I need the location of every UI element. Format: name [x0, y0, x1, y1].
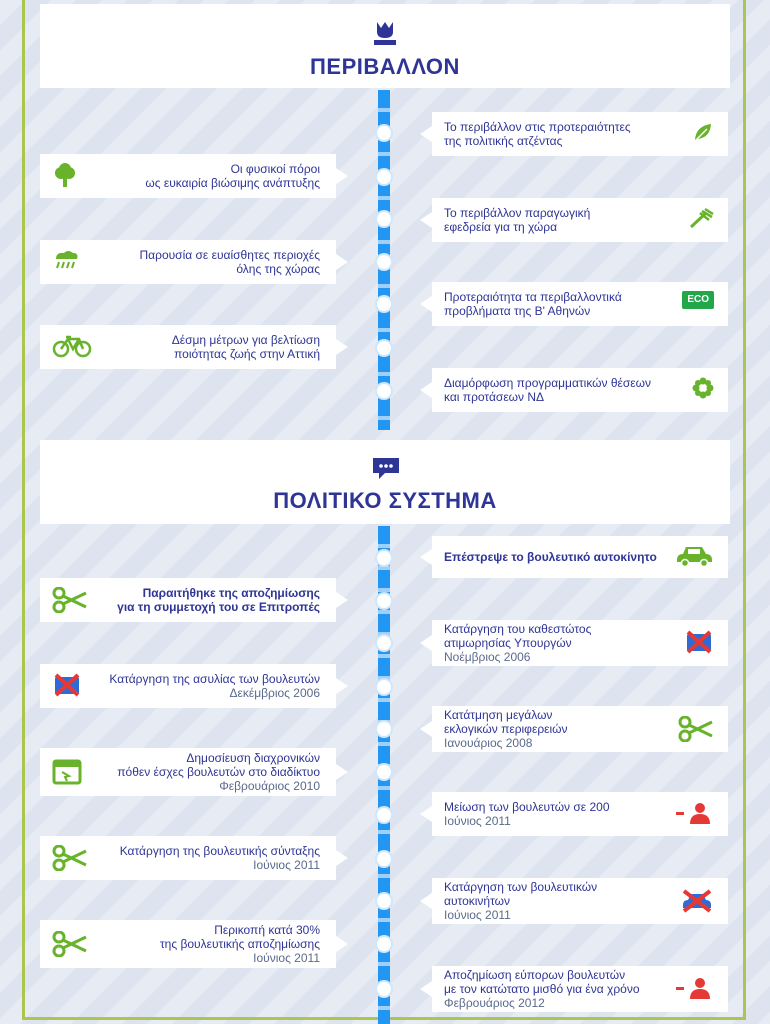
politics-header — [40, 440, 730, 524]
card-line: και προτάσεων ΝΔ — [444, 390, 545, 404]
card-line: Κατάργηση του καθεστώτος — [444, 622, 592, 636]
card-date: Ιούνιος 2011 — [253, 858, 320, 872]
timeline-dot — [377, 722, 391, 736]
card-text — [444, 550, 657, 564]
card-date: Ιούνιος 2011 — [444, 908, 511, 922]
timeline-dot — [377, 341, 391, 355]
timeline-dot — [377, 765, 391, 779]
card-line: ατιμωρησίας Υπουργών — [444, 636, 572, 650]
card-line: για τη συμμετοχή του σε Επιτροπές — [117, 600, 320, 614]
scissors-icon — [52, 587, 88, 616]
minus-person-icon — [674, 976, 714, 1003]
flower-icon — [692, 377, 714, 402]
card-line: Κατάτμηση μεγάλων — [444, 708, 553, 722]
timeline-dot — [377, 982, 391, 996]
car-icon — [674, 544, 714, 571]
card-text — [444, 376, 651, 404]
browser-icon — [52, 759, 82, 788]
card-line: εκλογικών περιφερειών — [444, 722, 568, 736]
card-text — [172, 333, 320, 361]
eco-badge: ECO — [682, 291, 714, 309]
card-text — [160, 923, 320, 965]
timeline-card — [432, 112, 728, 156]
card-date: Δεκέμβριος 2006 — [229, 686, 320, 700]
card-date: Ιούνιος 2011 — [253, 951, 320, 965]
timeline-dot — [377, 808, 391, 822]
timeline-dot — [377, 852, 391, 866]
card-line: Περικοπή κατά 30% — [214, 923, 320, 937]
timeline-dot — [377, 894, 391, 908]
timeline-card — [432, 792, 728, 836]
timeline-card — [40, 664, 336, 708]
timeline-card — [40, 240, 336, 284]
card-text — [444, 206, 590, 234]
timeline-card — [432, 966, 728, 1012]
card-line: Κατάργηση των βουλευτικών — [444, 880, 598, 894]
timeline-card — [40, 325, 336, 369]
tree-icon — [52, 163, 78, 192]
timeline-card — [40, 836, 336, 880]
timeline-card — [40, 920, 336, 968]
card-line: Διαμόρφωση προγραμματικών θέσεων — [444, 376, 652, 390]
minus-person-icon — [674, 801, 714, 828]
card-text — [444, 290, 622, 318]
card-line: Προτεραιότητα τα περιβαλλοντικά — [444, 290, 622, 304]
card-line: Επέστρεψε το βουλευτικό αυτοκίνητο — [444, 550, 657, 564]
environment-header — [40, 4, 730, 88]
card-date: Νοέμβριος 2006 — [444, 650, 531, 664]
card-line: αυτοκινήτων — [444, 894, 511, 908]
card-date: Φεβρουάριος 2012 — [444, 996, 545, 1010]
bicycle-icon — [52, 334, 92, 361]
card-line: πόθεν έσχες βουλευτών στο διαδίκτυο — [117, 765, 320, 779]
card-line: ποιότητας ζωής στην Αττική — [174, 347, 320, 361]
card-date: Ιούνιος 2011 — [444, 814, 511, 828]
timeline-dot — [377, 384, 391, 398]
card-line: Κατάργηση της ασυλίας των βουλευτών — [109, 672, 320, 686]
card-text — [140, 248, 320, 276]
scissors-icon — [678, 716, 714, 745]
card-line: ως ευκαιρία βιώσιμης ανάπτυξης — [145, 176, 320, 190]
card-line: Οι φυσικοί πόροι — [230, 162, 320, 176]
timeline-dot — [377, 937, 391, 951]
scissors-icon — [52, 931, 88, 960]
card-text — [117, 751, 320, 793]
card-line: Παρουσία σε ευαίσθητες περιοχές — [139, 248, 320, 262]
card-text — [444, 708, 568, 750]
timeline-card — [432, 282, 728, 326]
timeline-card — [432, 198, 728, 242]
card-line: Το περιβάλλον παραγωγική — [444, 206, 591, 220]
timeline-card — [40, 578, 336, 622]
card-date: Ιανουάριος 2008 — [444, 736, 533, 750]
timeline-dot — [377, 255, 391, 269]
timeline-dot — [377, 212, 391, 226]
timeline-dot — [377, 126, 391, 140]
timeline-dot — [377, 297, 391, 311]
card-line: Το περιβάλλον στις προτεραιότητες — [444, 120, 631, 134]
rake-icon — [688, 207, 714, 232]
card-line: Κατάργηση της βουλευτικής σύνταξης — [119, 844, 320, 858]
tulip-icon — [371, 20, 399, 46]
card-text — [444, 622, 591, 664]
card-date: Φεβρουάριος 2010 — [219, 779, 320, 793]
eco-icon — [682, 291, 714, 309]
politics-title: ΠΟΛΙΤΙΚΟ ΣΥΣΤΗΜΑ — [273, 488, 497, 513]
timeline-card — [432, 878, 728, 924]
card-text — [109, 672, 320, 700]
chat-bubble-icon — [371, 456, 401, 480]
rain-cloud-icon — [52, 249, 80, 274]
timeline-card — [432, 536, 728, 578]
card-line: Δέσμη μέτρων για βελτίωση — [171, 333, 320, 347]
card-line: με τον κατώτατο μισθό για ένα χρόνο — [444, 982, 640, 996]
timeline-card — [432, 620, 728, 666]
card-line: Δημοσίευση διαχρονικών — [186, 751, 320, 765]
card-text — [444, 880, 597, 922]
card-line: Παραιτήθηκε της αποζημίωσης — [142, 586, 320, 600]
card-text — [444, 800, 610, 828]
card-text — [145, 162, 320, 190]
card-line: όλης της χώρας — [236, 262, 320, 276]
leaf-icon — [692, 121, 714, 146]
environment-title: ΠΕΡΙΒΑΛΛΟΝ — [310, 54, 460, 79]
timeline-dot — [377, 594, 391, 608]
card-line: εφεδρεία για τη χώρα — [444, 220, 558, 234]
card-line: προβλήματα της Β' Αθηνών — [444, 304, 591, 318]
timeline-dot — [377, 551, 391, 565]
card-text — [444, 120, 631, 148]
crossed-folder-icon — [52, 673, 82, 700]
card-line: της βουλευτικής αποζημίωσης — [159, 937, 320, 951]
timeline-card — [40, 154, 336, 198]
timeline-card — [432, 706, 728, 752]
crossed-car-icon — [680, 888, 714, 917]
card-text — [120, 844, 320, 872]
timeline-card — [432, 368, 728, 412]
card-line: Μείωση των βουλευτών σε 200 — [444, 800, 610, 814]
timeline-dot — [377, 170, 391, 184]
crossed-folder-icon — [684, 630, 714, 657]
card-line: Αποζημίωση εύπορων βουλευτών — [444, 968, 626, 982]
card-line: της πολιτικής ατζέντας — [444, 134, 563, 148]
card-text — [444, 968, 640, 1010]
timeline-dot — [377, 636, 391, 650]
card-text — [117, 586, 320, 614]
timeline-dot — [377, 680, 391, 694]
scissors-icon — [52, 845, 88, 874]
timeline-card — [40, 748, 336, 796]
